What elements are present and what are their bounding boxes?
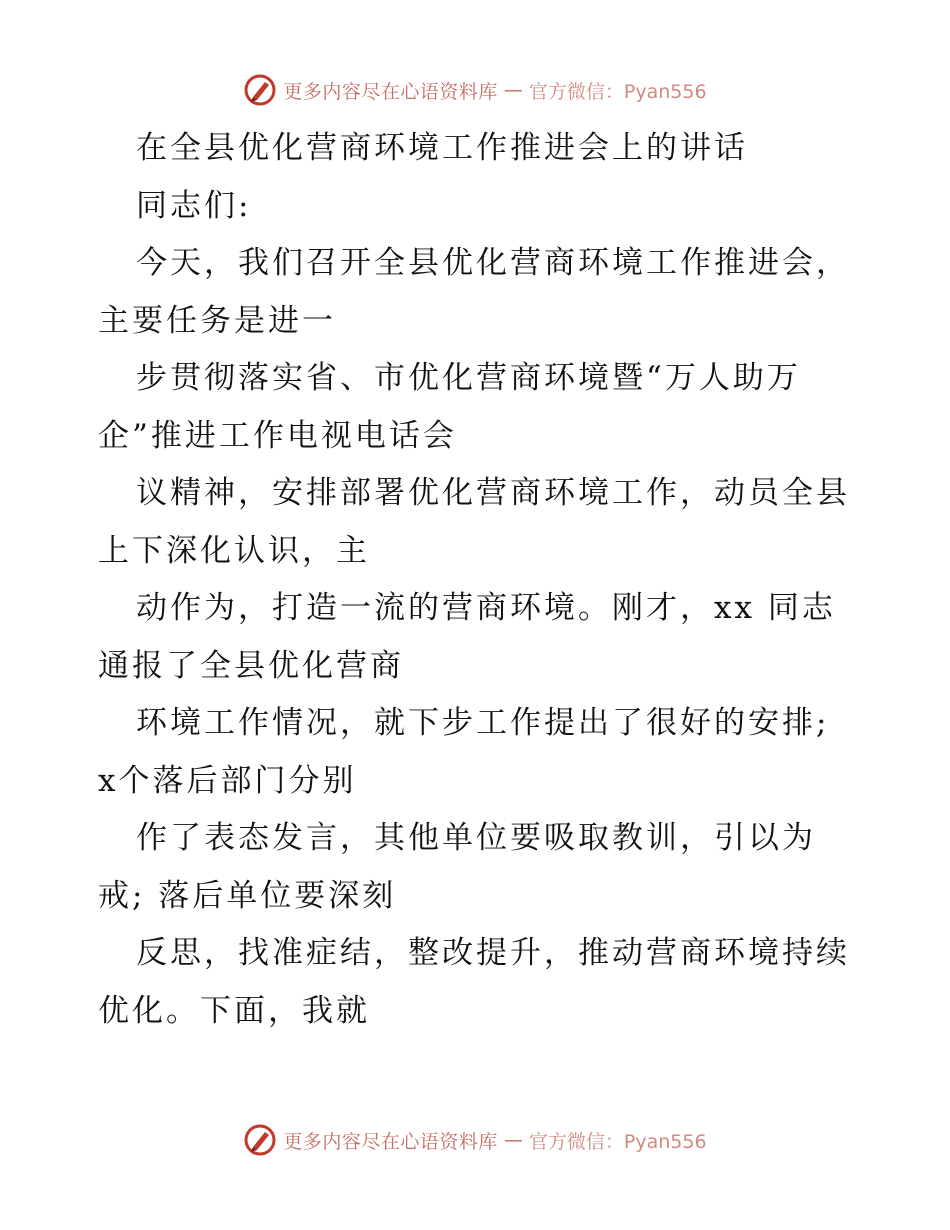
body-line: 通报了全县优化营商 bbox=[98, 647, 404, 684]
body-line: 议精神，安排部署优化营商环境工作，动员全县 bbox=[136, 475, 850, 511]
body-line: 今天，我们召开全县优化营商环境工作推进会， bbox=[136, 245, 850, 281]
document-body bbox=[98, 120, 858, 1040]
watermark-contact: 官方微信：Pyan556 bbox=[528, 80, 707, 103]
watermark-dash: — bbox=[503, 79, 523, 101]
body-line: 上下深化认识，主 bbox=[98, 532, 370, 569]
body-line: 优化。下面，我就 bbox=[98, 992, 370, 1029]
document-title: 在全县优化营商环境工作推进会上的讲话 bbox=[136, 130, 748, 166]
body-line: 步贯彻落实省、市优化营商环境暨“万人助万 bbox=[136, 360, 801, 396]
body-line: 戒; 落后单位要深刻 bbox=[98, 877, 397, 914]
body-line: 企”推进工作电视电话会 bbox=[98, 417, 457, 454]
salutation: 同志们: bbox=[136, 187, 252, 224]
watermark-text: 更多内容尽在心语资料库 bbox=[283, 80, 498, 103]
body-line: 环境工作情况，就下步工作提出了很好的安排; bbox=[136, 705, 830, 741]
watermark-contact: 官方微信：Pyan556 bbox=[528, 1130, 707, 1153]
watermark-footer bbox=[0, 1120, 950, 1160]
watermark-header bbox=[0, 70, 950, 110]
logo-icon bbox=[243, 1123, 277, 1157]
body-line: x个落后部门分别 bbox=[98, 762, 357, 799]
logo-icon bbox=[243, 73, 277, 107]
watermark-text: 更多内容尽在心语资料库 bbox=[283, 1130, 498, 1153]
body-line: 动作为，打造一流的营商环境。刚才，xx 同志 bbox=[136, 590, 836, 626]
watermark-dash: — bbox=[503, 1129, 523, 1151]
body-line: 主要任务是进一 bbox=[98, 302, 336, 339]
body-line: 作了表态发言，其他单位要吸取教训，引以为 bbox=[136, 820, 816, 856]
body-line: 反思，找准症结，整改提升，推动营商环境持续 bbox=[136, 935, 850, 971]
